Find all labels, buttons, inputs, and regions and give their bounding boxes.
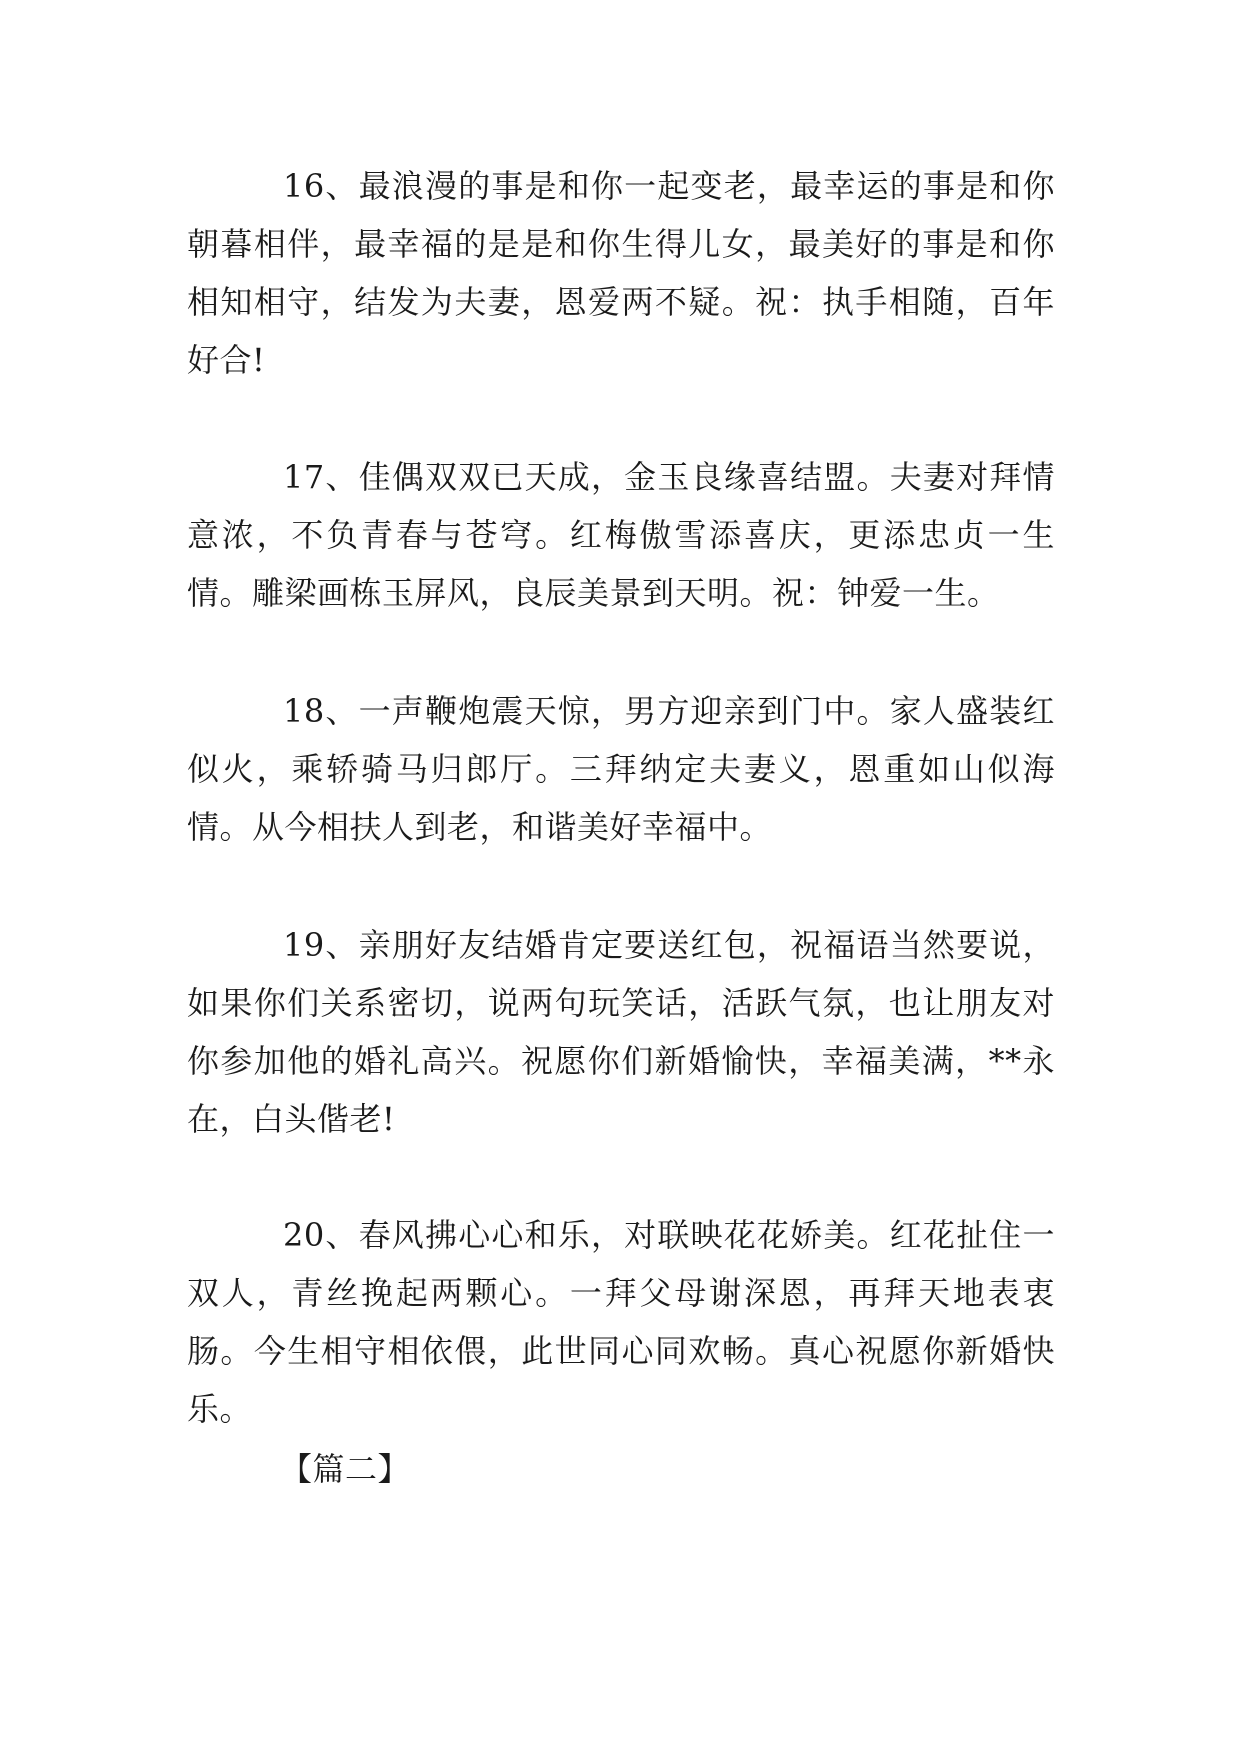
section-heading: 【篇二】 bbox=[280, 1450, 411, 1488]
paragraph-16: 16、最浪漫的事是和你一起变老，最幸运的事是和你朝暮相伴，最幸福的是是和你生得儿女，最美好的事是和你相知相守，结发为夫妻，恩爱两不疑。祝：执手相随，百年好合! bbox=[187, 167, 1055, 379]
paragraph-17: 17、佳偶双双已天成，金玉良缘喜结盟。夫妻对拜情意浓，不负青春与苍穹。红梅傲雪添喜庆，更添忠贞一生情。雕梁画栋玉屏风，良辰美景到天明。祝：钟爱一生。 bbox=[187, 458, 1055, 612]
paragraph-18: 18、一声鞭炮震天惊，男方迎亲到门中。家人盛装红似火，乘轿骑马归郎厅。三拜纳定夫妻义，恩重如山似海情。从今相扶人到老，和谐美好幸福中。 bbox=[187, 692, 1055, 846]
paragraph-20: 20、春风拂心心和乐，对联映花花娇美。红花扯住一双人，青丝挽起两颗心。一拜父母谢深恩，再拜天地表衷肠。今生相守相依偎，此世同心同欢畅。真心祝愿你新婚快乐。 bbox=[187, 1216, 1055, 1428]
paragraph-19: 19、亲朋好友结婚肯定要送红包，祝福语当然要说，如果你们关系密切，说两句玩笑话，活跃气氛，也让朋友对你参加他的婚礼高兴。祝愿你们新婚愉快，幸福美满，**永在，白头偕老! bbox=[187, 926, 1055, 1138]
